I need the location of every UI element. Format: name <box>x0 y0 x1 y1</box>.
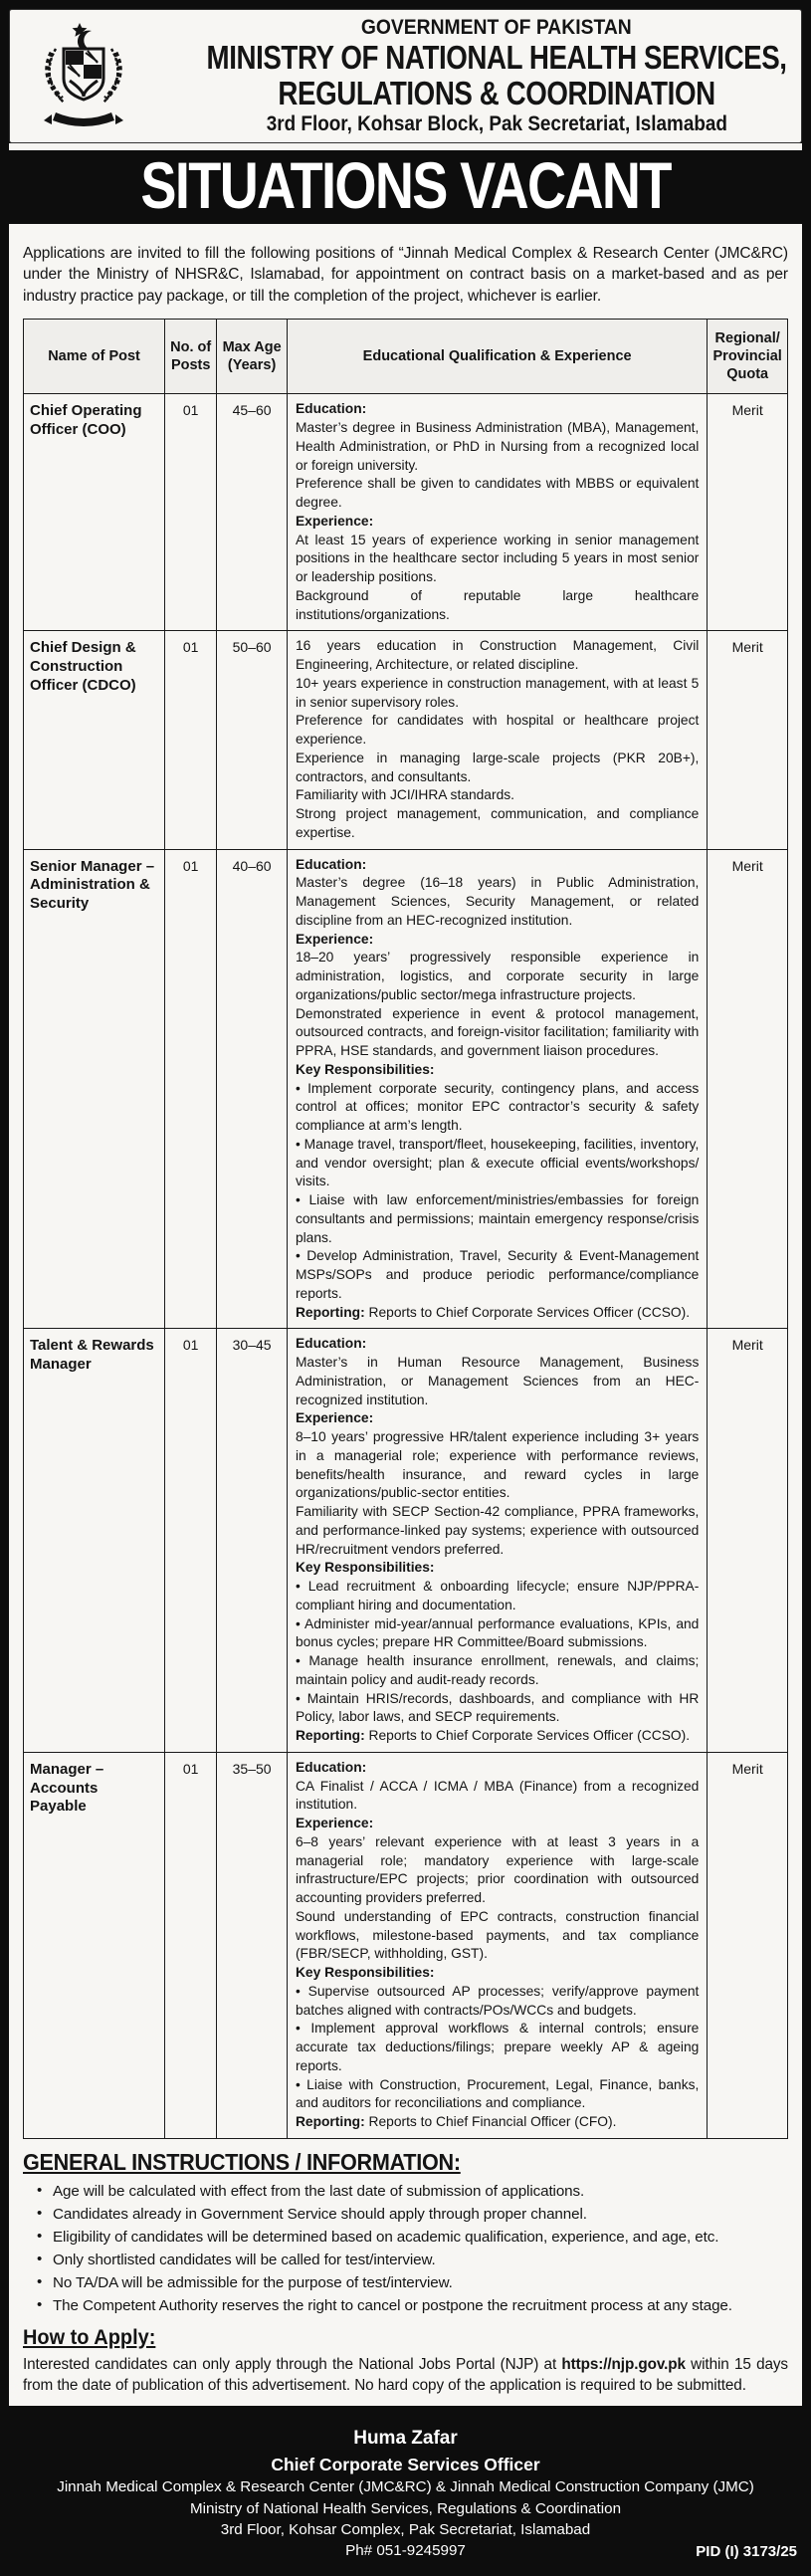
qualification-paragraph: 18–20 years’ progressively responsible experience in administration, logistics, and corporate security in large organizations/public sector/mega infrastructure projects. <box>295 950 700 1002</box>
qualification-heading: Education: <box>295 1759 367 1775</box>
quota-value: Merit <box>708 849 788 1329</box>
government-line: GOVERNMENT OF PAKISTAN <box>361 16 633 39</box>
column-header-2: Max Age (Years) <box>217 320 288 394</box>
qualification-heading: Experience: <box>295 513 374 529</box>
footer-org-line1: Jinnah Medical Complex & Research Center (JMC&RC) & Jinnah Medical Construction Company (JMC) <box>57 2478 754 2496</box>
posts-count: 01 <box>165 631 217 849</box>
vacancy-row-0 <box>24 394 788 631</box>
apply-text-after: within 15 days from the date of publication of this advertisement. No hard copy of the application is required to be submitted. <box>23 2355 788 2394</box>
qualification-paragraph: Familiarity with JCI/IHRA standards. <box>295 787 514 803</box>
qualification-heading: Education: <box>295 1336 367 1352</box>
qualification-paragraph: Master’s degree (16–18 years) in Public Administration, Management Sciences, Security Management, or related discipline from an HEC-recognized institution. <box>295 875 700 928</box>
signatory-title: Chief Corporate Services Officer <box>271 2454 540 2474</box>
responsibility-bullet: • Manage health insurance enrollment, renewals, and claims; maintain policy and audit-ready records. <box>295 1653 700 1687</box>
qualification-paragraph: Background of reputable large healthcare institutions/organizations. <box>295 587 700 622</box>
responsibility-bullet: • Maintain HRIS/records, dashboards, and compliance with HR Policy, labor laws, and SECP requirements. <box>295 1690 700 1725</box>
posts-count: 01 <box>165 394 217 631</box>
qualification-heading: Experience: <box>295 1410 374 1426</box>
content <box>9 231 802 2406</box>
qualification-heading: Education: <box>295 856 367 872</box>
qualification-paragraph: Demonstrated experience in event & protocol management, outsourced contracts, and foreign-visitor facilitation; familiarity with PPRA, HSE standards, and government liaison procedures. <box>295 1005 700 1059</box>
how-to-apply-paragraph <box>23 2354 788 2397</box>
qualification-details <box>287 849 707 1329</box>
responsibility-bullet: • Manage travel, transport/fleet, housekeeping, facilities, inventory, and vendor oversight; plan & execute official events/workshops/ visits. <box>295 1136 700 1189</box>
ministry-address: 3rd Floor, Kohsar Block, Pak Secretariat, Islamabad <box>266 112 727 136</box>
qualification-heading: Key Responsibilities: <box>295 1061 435 1077</box>
posts-count: 01 <box>165 1752 217 2138</box>
responsibility-bullet: • Implement corporate security, contingency plans, and access control at offices; monitor EPC contractor’s security & safety compliance at arm’s length. <box>295 1080 700 1134</box>
instruction-item-1: • Candidates already in Government Service should apply through proper channel. <box>33 2203 788 2226</box>
qualification-paragraph: 8–10 years’ progressive HR/talent experience including 3+ years in a managerial role; experience with performance reviews, benefits/health insurance, and reward cycles in large organizations/public-sector entities. <box>295 1429 700 1501</box>
pid-number: PID (I) 3173/25 <box>696 2542 797 2560</box>
posts-count: 01 <box>165 1329 217 1753</box>
qualification-heading: Experience: <box>295 1816 374 1831</box>
max-age: 45–60 <box>217 394 288 631</box>
responsibility-bullet: • Develop Administration, Travel, Security & Event-Management MSPs/SOPs and produce periodic performance/compliance reports. <box>295 1248 700 1301</box>
column-header-1: No. of Posts <box>165 320 217 394</box>
qualification-details <box>287 394 707 631</box>
vacancy-row-1 <box>24 631 788 849</box>
qualification-heading: Key Responsibilities: <box>295 1965 435 1981</box>
instruction-item-5: • The Competent Authority reserves the right to cancel or postpone the recruitment process at any stage. <box>33 2294 788 2317</box>
reporting-line: Reporting: Reports to Chief Financial Officer (CFO). <box>295 2114 617 2130</box>
footer-phone: Ph# 051-9245997 <box>345 2542 466 2560</box>
intro-paragraph: Applications are invited to fill the following positions of “Jinnah Medical Complex & Research Center (JMC&RC) under the Ministry of NHSR&C, Islamabad, for appointment on contract basis on a market-based and as per industry practice pay package, or till the completion of the project, whichever is earlier. <box>23 244 788 305</box>
qualification-paragraph: 16 years education in Construction Management, Civil Engineering, Architecture, or related discipline. <box>295 638 700 673</box>
signatory-name: Huma Zafar <box>353 2428 458 2450</box>
footer-signature-block <box>0 2416 811 2575</box>
instruction-item-0: • Age will be calculated with effect from the last date of submission of applications. <box>33 2180 788 2203</box>
header <box>9 9 802 143</box>
qualification-paragraph: Familiarity with SECP Section-42 compliance, PPRA frameworks, and performance-linked pay systems; experience with outsourced HR/recruitment vendors preferred. <box>295 1504 700 1557</box>
instruction-item-3: • Only shortlisted candidates will be called for test/interview. <box>33 2249 788 2271</box>
footer-address: 3rd Floor, Kohsar Complex, Pak Secretariat, Islamabad <box>220 2520 591 2538</box>
vacancy-row-2 <box>24 849 788 1329</box>
responsibility-bullet: • Implement approval workflows & internal controls; ensure accurate tax deductions/filings; prepare weekly AP & ageing reports. <box>295 2021 700 2073</box>
post-name: Senior Manager – Administration & Security <box>24 849 165 1329</box>
njp-portal-link[interactable]: https://njp.gov.pk <box>561 2355 686 2373</box>
quota-value: Merit <box>708 1329 788 1753</box>
column-header-4: Regional/ Provincial Quota <box>708 320 788 394</box>
qualification-heading: Education: <box>295 401 367 417</box>
quota-value: Merit <box>708 631 788 849</box>
pakistan-state-emblem-icon <box>20 17 147 134</box>
apply-text-before: Interested candidates can only apply through the National Jobs Portal (NJP) at <box>23 2355 562 2373</box>
vacancy-row-4 <box>24 1752 788 2138</box>
post-name: Chief Operating Officer (COO) <box>24 394 165 631</box>
vacancy-table <box>23 319 788 2139</box>
instruction-item-4: • No TA/DA will be admissible for the purpose of test/interview. <box>33 2271 788 2294</box>
qualification-paragraph: Strong project management, communication, and compliance expertise. <box>295 806 700 840</box>
banner-title: SITUATIONS VACANT <box>140 147 671 222</box>
qualification-details <box>287 1329 707 1753</box>
quota-value: Merit <box>708 394 788 631</box>
max-age: 30–45 <box>217 1329 288 1753</box>
qualification-paragraph: Sound understanding of EPC contracts, construction financial workflows, milestone-based payments, and tax compliance (FBR/SECP, withholding, GST). <box>295 1908 700 1962</box>
qualification-paragraph: CA Finalist / ACCA / ICMA / MBA (Finance) from a recognized institution. <box>295 1778 700 1813</box>
qualification-details <box>287 1752 707 2138</box>
responsibility-bullet: • Liaise with Construction, Procurement, Legal, Finance, banks, and auditors for reconciliations and compliance. <box>295 2076 700 2111</box>
situations-vacant-banner <box>9 143 802 231</box>
max-age: 50–60 <box>217 631 288 849</box>
qualification-heading: Experience: <box>295 931 374 947</box>
reporting-line: Reporting: Reports to Chief Corporate Services Officer (CCSO). <box>295 1304 691 1320</box>
reporting-line: Reporting: Reports to Chief Corporate Services Officer (CCSO). <box>295 1728 691 1744</box>
ministry-title-line2: REGULATIONS & COORDINATION <box>278 75 715 112</box>
qualification-paragraph: Preference shall be given to candidates with MBBS or equivalent degree. <box>295 476 700 511</box>
ministry-title-line1: MINISTRY OF NATIONAL HEALTH SERVICES, <box>206 38 787 76</box>
vacancy-row-3 <box>24 1329 788 1753</box>
column-header-0: Name of Post <box>24 320 165 394</box>
how-to-apply-heading: How to Apply: <box>23 2325 156 2349</box>
general-instructions-list <box>33 2180 788 2318</box>
general-instructions-heading: GENERAL INSTRUCTIONS / INFORMATION: <box>23 2148 461 2175</box>
qualification-paragraph: Master’s degree in Business Administration (MBA), Management, Health Administration, or PhD in Nursing from a recognized local or foreign university. <box>295 420 700 473</box>
column-header-3: Educational Qualification & Experience <box>287 320 707 394</box>
qualification-details <box>287 631 707 849</box>
qualification-paragraph: Experience in managing large-scale projects (PKR 20B+), contractors, and consultants. <box>295 750 700 784</box>
qualification-paragraph: 10+ years experience in construction management, with at least 5 in senior supervisory roles. <box>295 675 700 710</box>
responsibility-bullet: • Supervise outsourced AP processes; verify/approve payment batches aligned with contracts/POs/WCCs and budgets. <box>295 1983 700 2018</box>
instruction-item-2: • Eligibility of candidates will be determined based on academic qualification, experience, and age, etc. <box>33 2226 788 2249</box>
responsibility-bullet: • Liaise with law enforcement/ministries/embassies for foreign consultants and permissions; maintain emergency response/crisis plans. <box>295 1192 700 1245</box>
qualification-paragraph: 6–8 years’ relevant experience with at least 3 years in a managerial role; mandatory experience with large-scale infrastructure/EPC projects; prior coordination with outsourced accounting providers preferred. <box>295 1833 700 1906</box>
post-name: Manager – Accounts Payable <box>24 1752 165 2138</box>
post-name: Talent & Rewards Manager <box>24 1329 165 1753</box>
qualification-heading: Key Responsibilities: <box>295 1560 435 1576</box>
qualification-paragraph: At least 15 years of experience working in senior management positions in the healthcare sector including 5 years in most senior or leadership positions. <box>295 532 700 585</box>
max-age: 35–50 <box>217 1752 288 2138</box>
vacancy-table-header-row <box>24 320 788 394</box>
qualification-paragraph: Preference for candidates with hospital or healthcare project experience. <box>295 713 700 748</box>
responsibility-bullet: • Lead recruitment & onboarding lifecycle; ensure NJP/PPRA-compliant hiring and documentation. <box>295 1579 700 1612</box>
footer-org-line2: Ministry of National Health Services, Regulations & Coordination <box>189 2499 622 2517</box>
post-name: Chief Design & Construction Officer (CDCO) <box>24 631 165 849</box>
posts-count: 01 <box>165 849 217 1329</box>
qualification-paragraph: Master’s in Human Resource Management, Business Administration, or Management Sciences from an HEC-recognized institution. <box>295 1355 700 1407</box>
responsibility-bullet: • Administer mid-year/annual performance evaluations, KPIs, and bonus cycles; prepare HR Committee/Board submissions. <box>295 1615 700 1650</box>
max-age: 40–60 <box>217 849 288 1329</box>
quota-value: Merit <box>708 1752 788 2138</box>
